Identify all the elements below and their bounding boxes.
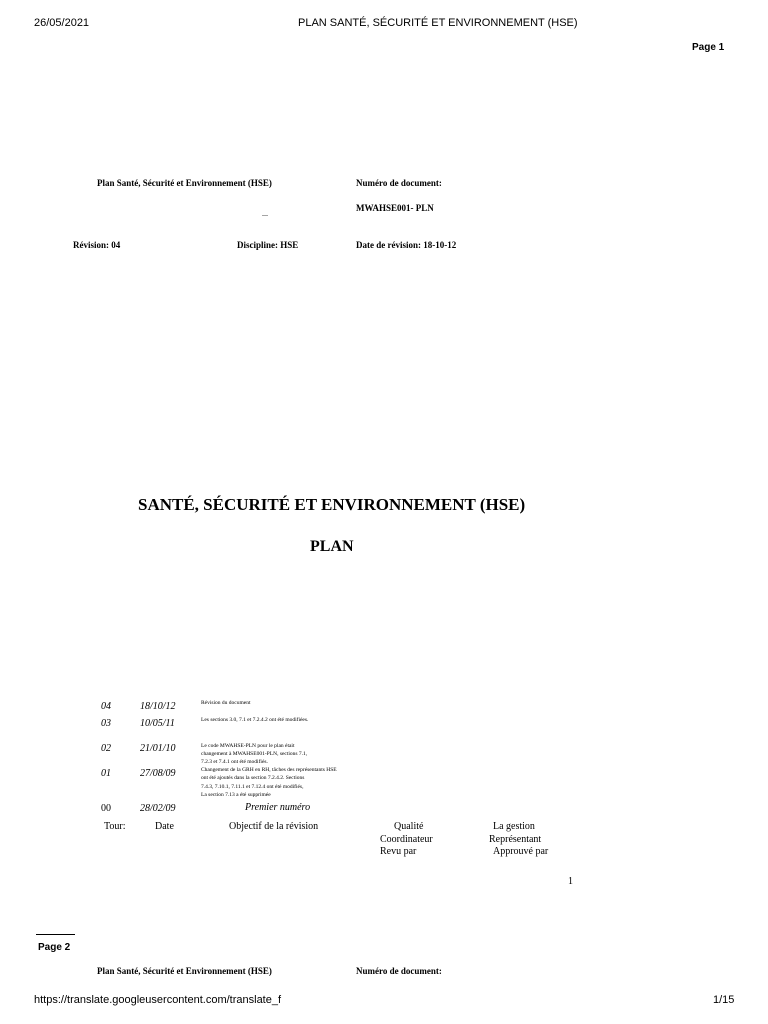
doc-title: Plan Santé, Sécurité et Environnement (HSE)	[97, 178, 272, 188]
col-mgmt-header-1: La gestion	[493, 821, 535, 832]
page-counter: 1/15	[713, 994, 735, 1006]
row-tour: 03	[101, 718, 111, 729]
discipline: Discipline: HSE	[237, 240, 299, 250]
revision-date: Date de révision: 18-10-12	[356, 240, 457, 250]
row-date: 21/01/10	[140, 743, 176, 754]
row-tour: 00	[101, 803, 111, 814]
doc-number-label: Numéro de document:	[356, 178, 442, 188]
row-date: 27/08/09	[140, 768, 176, 779]
doc-number-label: Numéro de document:	[356, 966, 442, 976]
page-label: Page 1	[692, 42, 725, 53]
col-mgmt-header-3: Approuvé par	[493, 846, 549, 857]
main-title: SANTÉ, SÉCURITÉ ET ENVIRONNEMENT (HSE)	[138, 495, 526, 514]
row-tour: 02	[101, 743, 111, 754]
row-objective: Le code MWAHSE-PLN pour le plan était	[201, 743, 295, 749]
revision-number: Révision: 04	[73, 240, 121, 250]
page-separator-line	[36, 934, 75, 935]
col-objective-header: Objectif de la révision	[229, 821, 319, 832]
row-objective: changement à MWAHSE001-PLN, sections 7.1,	[201, 751, 308, 757]
row-objective: La section 7.13 a été supprimée	[201, 792, 271, 798]
row-objective: Premier numéro	[245, 802, 311, 813]
row-tour: 04	[101, 701, 111, 712]
doc-number: MWAHSE001- PLN	[356, 203, 434, 213]
row-objective: ont été ajoutés dans la section 7.2.4.2. Sections	[201, 775, 305, 781]
doc-title: Plan Santé, Sécurité et Environnement (HSE)	[97, 966, 272, 976]
col-quality-header-1: Qualité	[394, 821, 424, 832]
row-date: 10/05/11	[140, 718, 175, 729]
row-objective: Changement de la GRH en RH, tâches des représentants HSE	[201, 767, 337, 773]
col-date-header: Date	[155, 821, 174, 832]
row-tour: 01	[101, 768, 111, 779]
row-objective: Révision du document	[201, 700, 251, 706]
row-objective: 7.4.3, 7.10.1, 7.11.1 et 7.12.4 ont été modifiés,	[201, 784, 304, 790]
print-url[interactable]: https://translate.googleusercontent.com/translate_f	[34, 994, 282, 1006]
col-quality-header-3: Revu par	[380, 846, 417, 857]
separator-mark: ---	[262, 213, 268, 219]
col-tour-header: Tour:	[104, 821, 126, 832]
main-subtitle: PLAN	[310, 538, 354, 555]
page-label: Page 2	[38, 942, 71, 953]
print-date: 26/05/2021	[34, 17, 90, 29]
page-number: 1	[568, 876, 573, 887]
row-date: 18/10/12	[140, 701, 176, 712]
col-quality-header-2: Coordinateur	[380, 834, 433, 845]
print-title: PLAN SANTÉ, SÉCURITÉ ET ENVIRONNEMENT (HSE)	[298, 17, 578, 29]
row-objective: 7.2.3 et 7.4.1 ont été modifiés.	[201, 759, 268, 765]
col-mgmt-header-2: Représentant	[489, 834, 542, 845]
row-objective: Les sections 3.0, 7.1 et 7.2.4.2 ont été modifiées.	[201, 717, 309, 723]
row-date: 28/02/09	[140, 803, 176, 814]
